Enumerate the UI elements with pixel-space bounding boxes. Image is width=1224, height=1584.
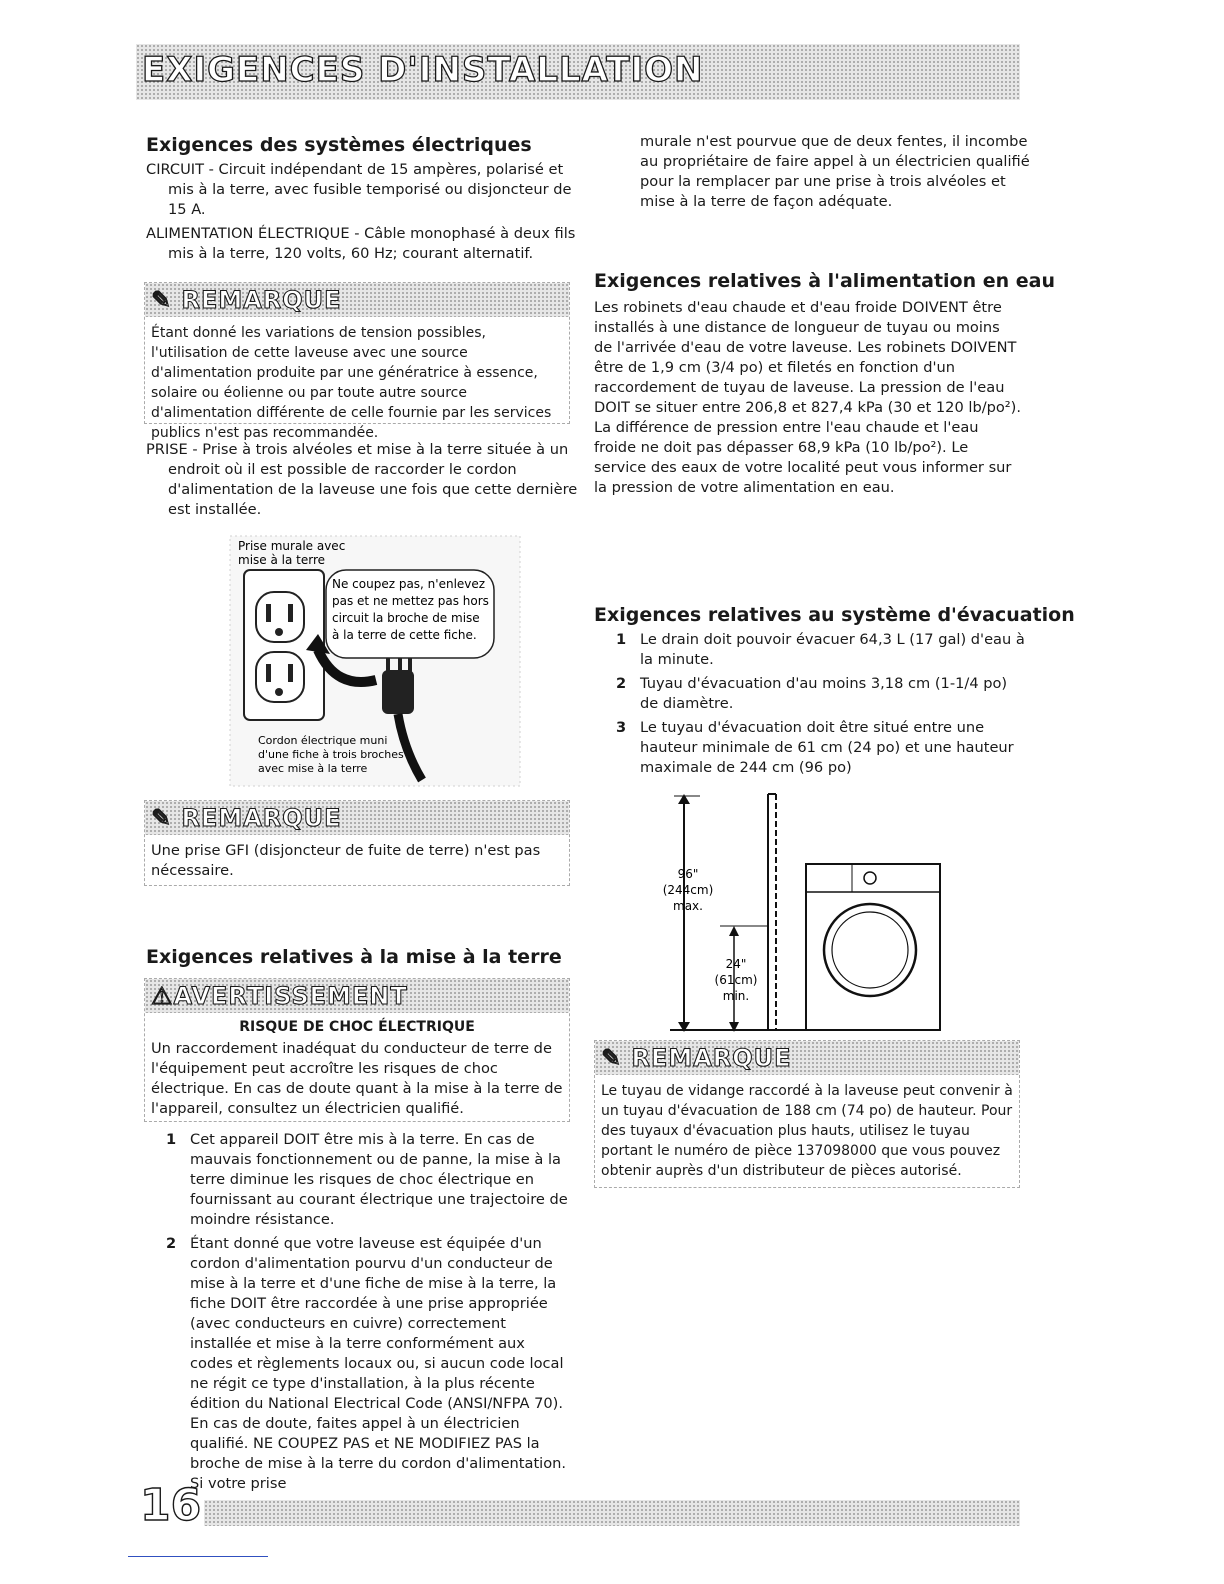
note-title: ✎ REMARQUE	[151, 286, 342, 314]
washer-drawing	[806, 864, 940, 1030]
outlet-label-2: mise à la terre	[238, 553, 326, 567]
water-heading: Exigences relatives à l'alimentation en eau	[594, 270, 1055, 292]
warning-triangle-icon: ⚠	[151, 982, 174, 1010]
warning-title: ⚠AVERTISSEMENT	[151, 982, 408, 1010]
water-text: Les robinets d'eau chaude et d'eau froide DOIVENT être installés à une distance de longueur de tuyau ou moins de l'arrivée d'eau de votre laveuse. Les robinets DOIVENT être de 1,9 cm (3/4 po) et filetés en fonction d'un raccordement de tuyau de laveuse. La pression de l'eau DOIT se situer entre 206,8 et 827,4 kPa (30 et 120 lb/po²). La différence de pression entre l'eau chaude et l'eau froide ne doit pas dépasser 68,9 kPa (10 lb/po²). Le service des eaux de votre localité peut vous informer sur la pression de votre alimentation en eau.	[594, 299, 1021, 496]
note-voltage	[144, 282, 570, 441]
min-label-1: 24"	[725, 957, 747, 971]
plug-body	[382, 670, 414, 714]
list-item: 1 Cet appareil DOIT être mis à la terre. En cas de mauvais fonctionnement ou de panne, la mise à la terre diminue les risques de choc électrique en fournissant au courant électrique une trajectoire de moindre résistance.	[166, 1131, 568, 1228]
list-item: 1 Le drain doit pouvoir évacuer 64,3 L (17 gal) d'eau à la minute.	[616, 631, 1025, 668]
warning-line-1: Ne coupez pas, n'enlevez	[332, 577, 486, 591]
cord-label-1: Cordon électrique muni	[258, 734, 388, 747]
note-body: Une prise GFI (disjoncteur de fuite de terre) n'est pas nécessaire.	[151, 842, 541, 879]
min-label-2: (61cm)	[714, 973, 758, 987]
warning-box	[144, 978, 570, 1122]
electrical-heading: Exigences des systèmes électriques	[146, 134, 532, 156]
note-icon: ✎	[601, 1044, 632, 1072]
warning-line-2: pas et ne mettez pas hors	[332, 594, 489, 608]
note-body: Le tuyau de vidange raccordé à la laveuse peut convenir à un tuyau d'évacuation de 188 cm (74 po) de hauteur. Pour des tuyaux d'évacuation plus hauts, utilisez le tuyau portant le numéro de pièce 137098000 que vous pouvez obtenir auprès d'un distributeur de pièces autorisé.	[601, 1083, 1013, 1179]
max-label-2: (244cm)	[662, 883, 714, 897]
circuit-text: CIRCUIT - Circuit indépendant de 15 ampères, polarisé et mis à la terre, avec fusible temporisé ou disjoncteur de 15 A.	[146, 161, 572, 218]
list-item: 2 Étant donné que votre laveuse est équipée d'un cordon d'alimentation pourvu d'un conducteur de mise à la terre et d'une fiche de mise à la terre, la fiche DOIT être raccordée à une prise appropriée (avec conducteurs en cuivre) correctement installée et mise à la terre conformément aux codes et règlements locaux ou, si aucun code local ne régit ce type d'installation, à la plus récente édition du National Electrical Code (ANSI/NFPA 70). En cas de doute, faites appel à un électricien qualifié. NE COUPEZ PAS et NE MODIFIEZ PAS la broche de mise à la terre du cordon d'alimentation. Si votre prise	[166, 1235, 567, 1492]
drain-figure	[640, 790, 950, 1038]
list-item: 3 Le tuyau d'évacuation doit être situé entre une hauteur minimale de 61 cm (24 po) et une hauteur maximale de 244 cm (96 po)	[616, 719, 1014, 776]
warning-body: Un raccordement inadéquat du conducteur de terre de l'équipement peut accroître les risques de choc électrique. En cas de doute quant à la mise à la terre de l'appareil, consultez un électricien qualifié.	[151, 1040, 563, 1117]
list-item: 2 Tuyau d'évacuation d'au moins 3,18 cm (1-1/4 po) de diamètre.	[616, 675, 1008, 712]
page-number: 16	[140, 1480, 202, 1531]
note-title: ✎ REMARQUE	[151, 804, 342, 832]
min-label-3: min.	[722, 989, 750, 1003]
grounding-list	[166, 1130, 570, 1498]
warning-line-4: à la terre de cette fiche.	[332, 628, 477, 642]
outlet-text: PRISE - Prise à trois alvéoles et mise à la terre située à un endroit où il est possible de raccorder le cordon d'alimentation de la laveuse une fois que cette dernière est installée.	[146, 441, 578, 518]
warning-subtitle: RISQUE DE CHOC ÉLECTRIQUE	[239, 1019, 475, 1035]
note-title: ✎ REMARQUE	[601, 1044, 792, 1072]
drain-list	[616, 630, 1026, 782]
footer-rule	[128, 1556, 268, 1557]
bottom-band	[204, 1500, 1020, 1526]
drain-heading: Exigences relatives au système d'évacuation	[594, 604, 1075, 626]
warning-line-3: circuit la broche de mise	[332, 611, 480, 625]
note-drain	[594, 1040, 1020, 1188]
outlet-figure	[226, 530, 526, 790]
power-text: ALIMENTATION ÉLECTRIQUE - Câble monophasé à deux fils mis à la terre, 120 volts, 60 Hz; courant alternatif.	[146, 225, 576, 262]
grounding-continued: murale n'est pourvue que de deux fentes, il incombe au propriétaire de faire appel à un électricien qualifié pour la remplacer par une prise à trois alvéoles et mise à la terre de façon adéquate.	[640, 133, 1030, 210]
grounding-heading: Exigences relatives à la mise à la terre	[146, 946, 562, 968]
max-label-1: 96"	[677, 867, 699, 881]
cord-label-2: d'une fiche à trois broches	[258, 748, 404, 761]
max-label-3: max.	[673, 899, 703, 913]
note-icon: ✎	[151, 804, 182, 832]
note-body: Étant donné les variations de tension possibles, l'utilisation de cette laveuse avec une source d'alimentation produite par une génératrice à essence, solaire ou éolienne ou par toute autre source d'alimentation différente de celle fournie par les services publics n'est pas recommandée.	[151, 325, 552, 441]
cord-label-3: avec mise à la terre	[258, 762, 368, 775]
outlet-label-1: Prise murale avec	[238, 539, 346, 553]
note-gfi	[144, 800, 570, 886]
note-icon: ✎	[151, 286, 182, 314]
page-title: EXIGENCES D'INSTALLATION	[142, 50, 704, 90]
